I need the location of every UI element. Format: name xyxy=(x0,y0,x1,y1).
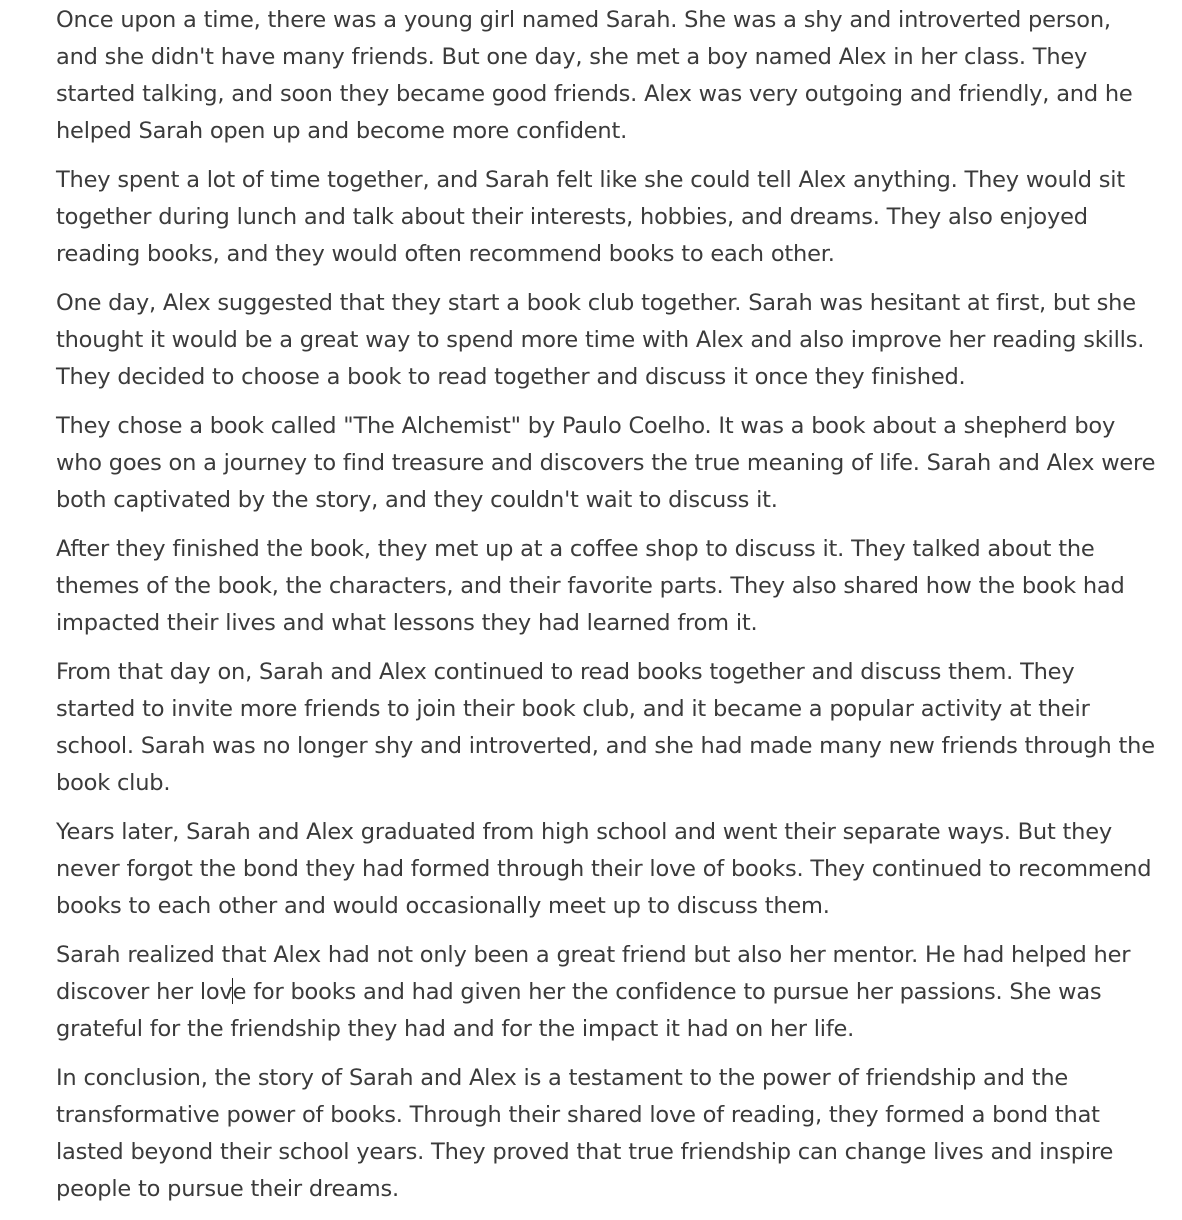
paragraph-3: One day, Alex suggested that they start a book club together. Sarah was hesitant at first, but she thought it would be a great way to spend more time with Alex and also improve her reading skills. They decided to choose a book to read together and discuss it once they finished. xyxy=(56,290,1145,390)
paragraph-7: Years later, Sarah and Alex graduated from high school and went their separate ways. But they never forgot the bond they had formed through their love of books. They continued to recommend books to each other and would occasionally meet up to discuss them. xyxy=(56,819,1152,919)
paragraph-1: Once upon a time, there was a young girl named Sarah. She was a shy and introverted person, and she didn't have many friends. But one day, she met a boy named Alex in her class. They started talking, and soon they became good friends. Alex was very outgoing and friendly, and he helped Sarah open up and become more confident. xyxy=(56,7,1133,144)
paragraph-8 xyxy=(56,937,1156,1048)
paragraph-9: In conclusion, the story of Sarah and Alex is a testament to the power of friendship and the transformative power of books. Through their shared love of reading, they formed a bond that lasted beyond their school years. They proved that true friendship can change lives and inspire people to pursue their dreams. xyxy=(56,1065,1114,1202)
paragraph-8-after-caret: e for books and had given her the confidence to pursue her passions. She was grateful for the friendship they had and for the impact it had on her life. xyxy=(56,979,1102,1042)
paragraph-8-before-caret: Sarah realized that Alex had not only been a great friend but also her mentor. He had helped her discover her lov xyxy=(56,942,1131,1005)
paragraph-6: From that day on, Sarah and Alex continued to read books together and discuss them. They started to invite more friends to join their book club, and it became a popular activity at their school. Sarah was no longer shy and introverted, and she had made many new friends through the book club. xyxy=(56,659,1155,796)
paragraph-5: After they finished the book, they met up at a coffee shop to discuss it. They talked about the themes of the book, the characters, and their favorite parts. They also shared how the book had impacted their lives and what lessons they had learned from it. xyxy=(56,536,1125,636)
paragraph-2: They spent a lot of time together, and Sarah felt like she could tell Alex anything. They would sit together during lunch and talk about their interests, hobbies, and dreams. They also enjoyed reading books, and they would often recommend books to each other. xyxy=(56,167,1125,267)
paragraph-4: They chose a book called "The Alchemist" by Paulo Coelho. It was a book about a shepherd boy who goes on a journey to find treasure and discovers the true meaning of life. Sarah and Alex were both captivated by the story, and they couldn't wait to discuss it. xyxy=(56,413,1156,513)
document-body[interactable] xyxy=(56,2,1156,1220)
